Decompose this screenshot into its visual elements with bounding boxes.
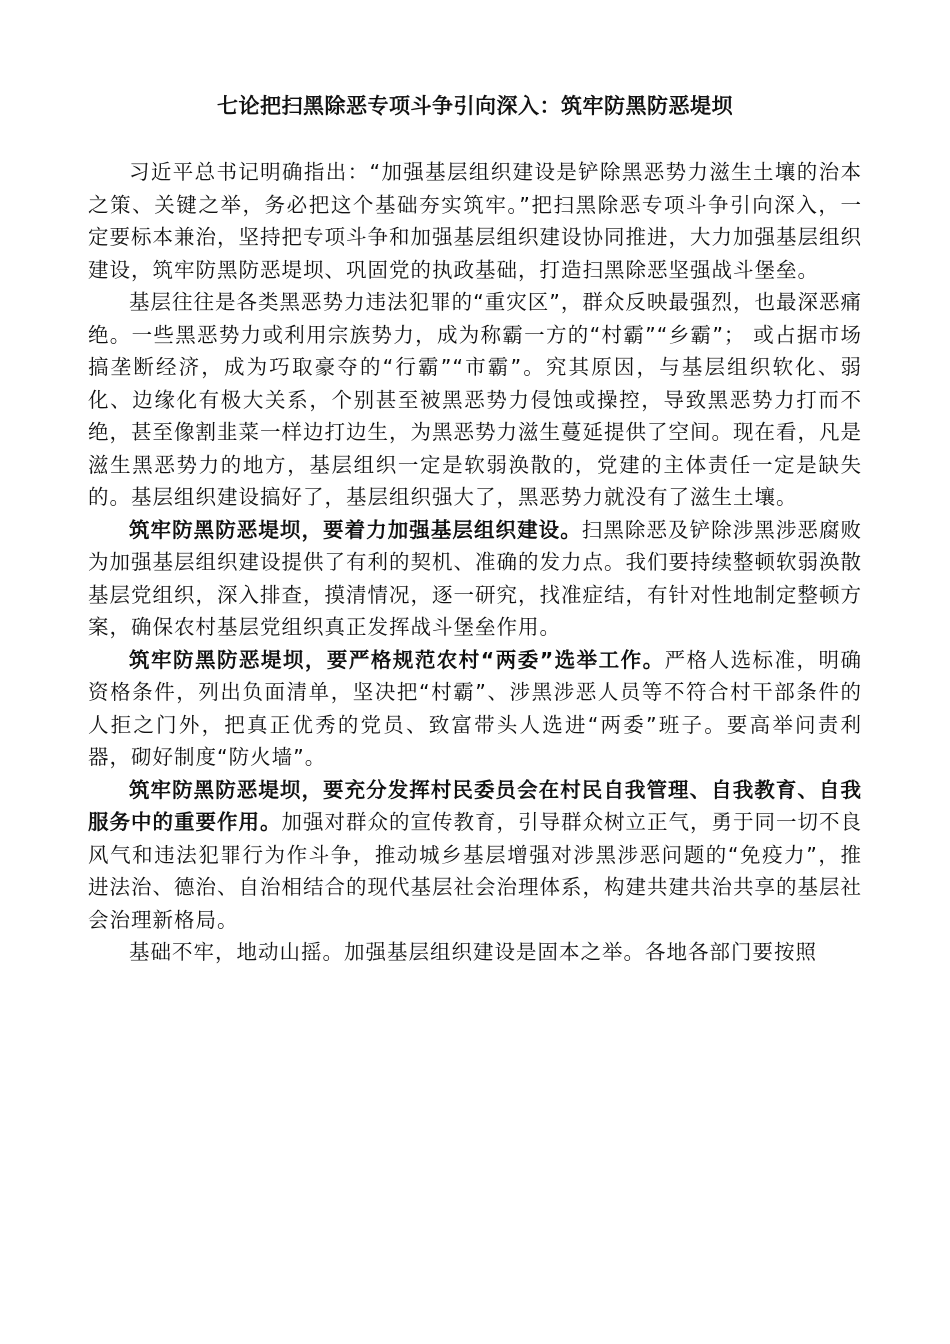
document-title: 七论把扫黑除恶专项斗争引向深入：筑牢防黑防恶堤坝 (217, 93, 733, 118)
paragraph-3-lead: 筑牢防黑防恶堤坝，要着力加强基层组织建设。 (129, 517, 582, 542)
paragraph-4-lead: 筑牢防黑防恶堤坝，要严格规范农村“两委”选举工作。 (129, 647, 665, 672)
paragraph-1 (88, 156, 862, 286)
document-body (88, 156, 862, 969)
paragraph-2 (88, 286, 862, 514)
paragraph-5 (88, 774, 862, 937)
paragraph-6 (88, 936, 862, 969)
paragraph-1-text: 习近平总书记明确指出：“加强基层组织建设是铲除黑恶势力滋生土壤的治本之策、关键之举，务必把这个基础夯实筑牢。”把扫黑除恶专项斗争引向深入，一定要标本兼治，坚持把专项斗争和加强基层组织建设协同推进，大力加强基层组织建设，筑牢防黑防恶堤坝、巩固党的执政基础，打造扫黑除恶坚强战斗堡垒。 (88, 160, 862, 282)
paragraph-6-text: 基础不牢，地动山摇。加强基层组织建设是固本之举。各地各部门要按照 (129, 940, 817, 964)
paragraph-4-text: 严格人选标准，明确资格条件，列出负面清单，坚决把“村霸”、涉黑涉恶人员等不符合村干部条件的人拒之门外，把真正优秀的党员、致富带头人选进“两委”班子。要高举问责利器，砌好制度“防火墙”。 (88, 647, 862, 769)
paragraph-2-text: 基层往往是各类黑恶势力违法犯罪的“重灾区”，群众反映最强烈，也最深恶痛绝。一些黑恶势力或利用宗族势力，成为称霸一方的“村霸”“乡霸”； 或占据市场搞垄断经济，成为巧取豪夺的“行霸”“市霸”。究其原因，与基层组织软化、弱化、边缘化有极大关系，个别甚至被黑恶势力侵蚀或操控，导致黑恶势力打而不绝，甚至像割韭菜一样边打边生，为黑恶势力滋生蔓延提供了空间。现在看，凡是滋生黑恶势力的地方，基层组织一定是软弱涣散的，党建的主体责任一定是缺失的。基层组织建设搞好了，基层组织强大了，黑恶势力就没有了滋生土壤。 (88, 290, 862, 509)
paragraph-3 (88, 514, 862, 644)
paragraph-4 (88, 644, 862, 774)
paragraph-5-lead: 筑牢防黑防恶堤坝，要充分发挥村民委员会在村民自我管理、自我教育、自我服务中的重要作用。 (88, 777, 862, 834)
paragraph-5-text: 加强对群众的宣传教育，引导群众树立正气，勇于同一切不良风气和违法犯罪行为作斗争，推动城乡基层增强对涉黑涉恶问题的“免疫力”，推进法治、德治、自治相结合的现代基层社会治理体系，构建共建共治共享的基层社会治理新格局。 (88, 810, 862, 932)
paragraph-3-text: 扫黑除恶及铲除涉黑涉恶腐败为加强基层组织建设提供了有利的契机、准确的发力点。我们要持续整顿软弱涣散基层党组织，深入排查，摸清情况，逐一研究，找准症结，有针对性地制定整顿方案，确保农村基层党组织真正发挥战斗堡垒作用。 (88, 517, 863, 639)
